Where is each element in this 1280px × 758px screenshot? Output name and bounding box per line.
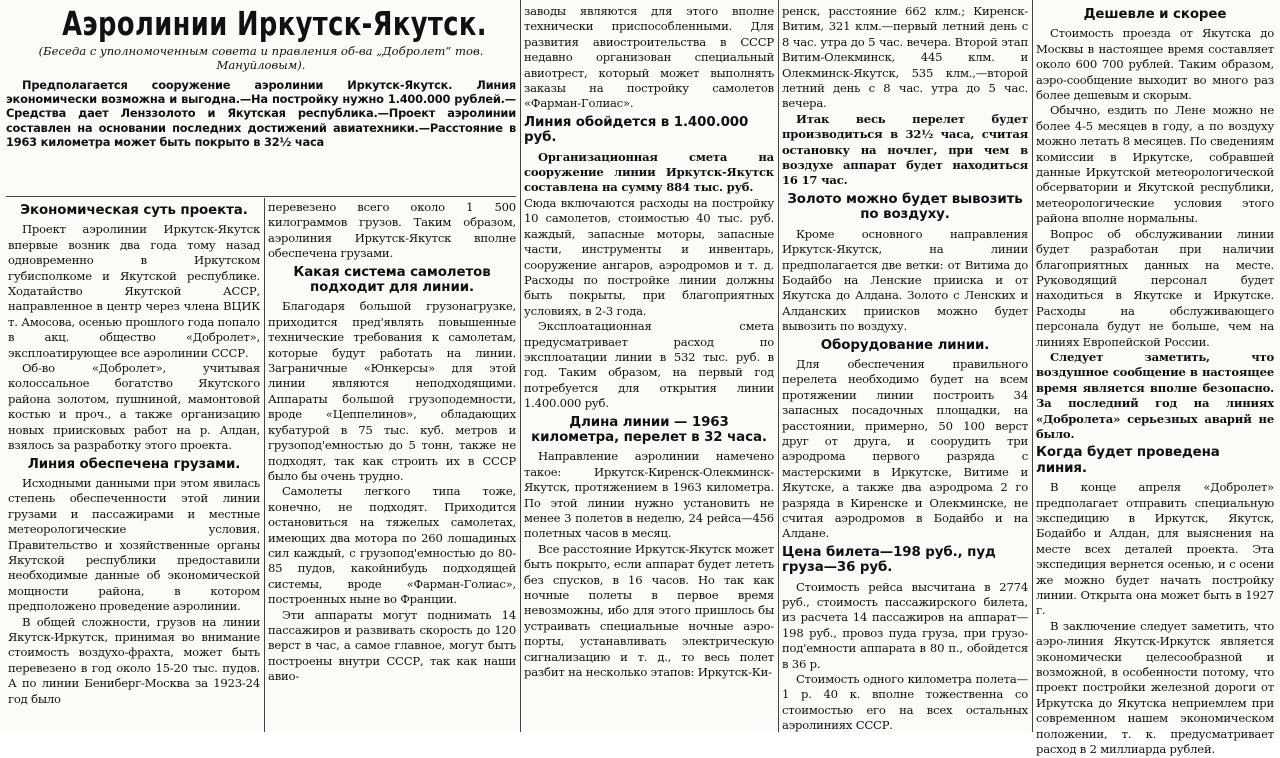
article-header [6, 4, 516, 194]
section-heading: Оборудование линии. [820, 337, 990, 353]
section-heading: Дешевле и скорее [1083, 7, 1227, 22]
headline: Аэролинии Иркутск-Якутск. [62, 4, 487, 43]
section-heading: Когда будет проведена линия. [1036, 445, 1220, 476]
section-heading: Какая система самолетов подходит для линии. [293, 264, 491, 296]
header-divider [6, 196, 516, 197]
body-paragraph: Организационная смета на сооружение линии Иркутск-Якутск составлена на сумму 884 тыс. руб. [524, 149, 774, 195]
body-paragraph: Эксплоатационная смета предусматривает расход по эксплоатации линии в 532 тыс. руб. в год. Таким образом, на первый год потребуется для открытия линии 1.400.000 руб. [524, 319, 774, 411]
body-paragraph: Направление аэролинии намечено такое: Иркутск-Киренск-Олекминск-Якутск, протяжением в 1963 километра. По этой линии нужно установить не менее 3 полетов в неделю, 24 рейса—456 полетных часов в месяц. [524, 449, 774, 541]
body-paragraph: Благодаря большой грузонагрузке, приходится пред'являть повышенные технические требования к самолетам, которые будут работать на линии. Заграничные «Юнкерсы» для этой линии являются неподходящими. Аппараты большой грузоподемности, вроде «Цеппелинов», обладающих кубатурой в 75 тыс. куб. метров и грузопод'емностью до 5 тонн, также не подходят, так как строить их в СССР было бы очень трудно. [268, 299, 516, 483]
section-heading: Линия обеспечена грузами. [27, 456, 241, 472]
section-heading: Линия обойдется в 1.400.000 руб. [524, 114, 749, 146]
body-paragraph: Эти аппараты могут поднимать 14 пассажиров и развивать скорость до 120 верст в час, а самое главное, могут быть построены внутри СССР, так как наши авио- [268, 607, 516, 684]
section-heading: Золото можно будет вывозить по воздуху. [787, 191, 1023, 223]
column-1 [8, 200, 260, 732]
column-2 [268, 200, 516, 732]
column-3 [524, 4, 774, 732]
section-heading: Цена билета—198 руб., пуд груза—36 руб. [782, 544, 996, 576]
column-rule [778, 0, 779, 732]
body-paragraph: В общей сложности, грузов на линии Якутск-Иркутск, принимая во внимание стоимость воздухо-фрахта, может быть перевезено в год около 15-20 тыс. пудов. А по линии Бениберг-Москва за 1923-24 год было [8, 614, 260, 706]
body-paragraph: Стоимость одного километра полета—1 р. 40 к. вполне тожественна со стоимостью его на всех остальных аэролиниях СССР. [782, 672, 1028, 733]
body-paragraph: Кроме основного направления Иркутск-Якутск, на линии предполагается две ветки: от Витима до Бодайбо на Ленские прииска и от Якутска до Алдана. Золото с Ленских и Алданских приисков можно будет вывозить по воздуху. [782, 226, 1028, 334]
column-5 [1036, 4, 1274, 757]
body-paragraph: ренск, расстояние 662 клм.; Киренск-Витим, 321 клм.—первый летний день с 8 час. утра до 5 час. вечера. Второй этап Витим-Олекминск, 445 клм. и Олекминск-Якутск, 535 клм.,—второй летний день с 8 час. утра до 5 час. вечера. [782, 4, 1028, 111]
column-rule [1032, 0, 1033, 732]
subtitle: (Беседа с уполномоченным совета и правления об-ва „Добролет“ тов. Мануйловым). [38, 44, 484, 72]
body-paragraph: В заключение следует заметить, что аэро-линия Якутск-Иркутск является экономически целесообразной и возможной, в особенности потому, что проект постройки железной дороги от Иркутска до Якутска неприемлем при современном нашем экономическом положении, т. к. предусматривает расход в 2 миллиарда рублей. [1036, 618, 1274, 757]
body-paragraph: Об-во «Добролет», учитывая колоссальное богатство Якутского района золотом, пушниной, мамонтовой костью и проч., а также организацию новых приисковых работ на р. Алдан, взялось за разработку этого проекта. [8, 361, 260, 453]
body-paragraph: Все расстояние Иркутск-Якутск может быть покрыто, если аппарат будет лететь без спусков, в 16 часов. Но так как ночные полеты в первое время невозможны, ибо для этого пришлось бы устраивать специальные ночные аэро-порты, устанавливать электрическую сигнализацию и т. д., то весь полет разбит на несколько этапов: Иркутск-Ки- [524, 541, 774, 680]
section-heading: Длина линии — 1963 километра, перелет в 32 часа. [531, 414, 767, 445]
body-paragraph: В конце апреля «Добролет» предполагает отправить специальную экспедицию в Иркутск, Якутск, Бодайбо и Алдан, для выяснения на месте всех деталей проекта. Эта экспедиция вернется осенью, и с осени же можно будет начать постройку линии. Открыта она может быть в 1927 г. [1036, 480, 1274, 618]
body-paragraph: перевезено всего около 1 500 килограммов грузов. Таким образом, аэролиния Иркутск-Якутск вполне обеспечена грузами. [268, 200, 516, 261]
body-paragraph: заводы являются для этого вполне технически приспособленными. Для развития авиостроительства в СССР недавно организован специальный авиотрест, который может выполнять заказы на постройку самолетов «Фарман-Голиас». [524, 4, 774, 111]
lead-paragraph: Предполагается сооружение аэролинии Иркутск-Якутск. Линия экономически возможна и выгодна.—На постройку нужно 1.400.000 рублей.—Средства дает Ленззолото и Якутская республика.—Проект аэролинии составлен на основании последних достижений авиатехники.—Расстояние в 1963 километра может быть покрыто в 32½ часа [6, 78, 516, 149]
body-paragraph: Вопрос об обслуживании линии будет разработан при наличии благоприятных данных на месте. Руководящий персонал будет находиться в Якутске и Иркутске. Расходы на обслуживающего персонала будут не больше, чем на линиях Европейской России. [1036, 226, 1274, 349]
column-rule [520, 0, 521, 732]
body-paragraph: Проект аэролинии Иркутск-Якутск впервые возник два года тому назад одновременно в Иркутском губисполкоме и Якутской республике. Ходатайство Якутской АССР, направленное в центр через члена ВЦИК т. Амосова, осенью прошлого года попало в акц. общество «Добролет», эксплоатирующее все аэролинии СССР. [8, 222, 260, 360]
body-paragraph: Для обеспечения правильного перелета необходимо будет на всем протяжении линии построить 34 запасных посадочных площадки, на расстоянии, примерно, 50 100 верст друг от друга, и соорудить три аэродрома первого разряда с мастерскими в Иркутске, Витиме и Якутске, а также два аэродрома 2 го разряда в Киренске и Олекминске, не считая аэродромов в Бодайбо и на Алдане. [782, 356, 1028, 541]
body-paragraph: Итак весь перелет будет производиться в 32½ часа, считая остановку на ночлег, при чем в воздухе аппарат будет находиться 16 17 час. [782, 111, 1028, 188]
body-paragraph: Стоимость проезда от Якутска до Москвы в настоящее время составляет около 600 700 рублей. Таким образом, аэро-сообщение выходит во много раз более дешевым и скорым. [1036, 26, 1274, 103]
section-heading: Экономическая суть проекта. [20, 203, 248, 218]
column-rule [264, 198, 265, 732]
body-paragraph: Сюда включаются расходы на постройку 10 самолетов, стоимостью 40 тыс. руб. каждый, запасные моторы, запасные части, инструменты и инвентарь, сооружение ангаров, аэродромов и т. д. Расходы по постройке линии должны быть покрыты, при благоприятных условиях, в 2-3 года. [524, 195, 774, 318]
body-paragraph: Исходными данными при этом явилась степень обеспеченности этой линии грузами и пассажирами и местные метеорологические условия. Правительство и хозяйственные органы Якутской республики предоставили необходимые данные об экономической мощности района, в котором предположено проведение аэролинии. [8, 475, 260, 614]
body-paragraph: Обычно, ездить по Лене можно не более 4-5 месяцев в году, а по воздуху можно летать 8 месяцев. По сведениям комиссии в Иркутске, собравшей данные Иркутской метеорологической обсерватории и Якутской республики, метеорологические условия этого района вполне нормальны. [1036, 103, 1274, 226]
body-paragraph: Следует заметить, что воздушное сообщение в настоящее время является вполне безопасно. За последний год на линиях «Добролета» серьезных аварий не было. [1036, 349, 1274, 441]
column-4 [782, 4, 1028, 732]
body-paragraph: Самолеты легкого типа тоже, конечно, не подходят. Приходится остановиться на тяжелых самолетах, имеющих два мотора по 260 лошадиных сил каждый, с грузопод'емностью до 80-85 пудов, какойнибудь подходящей системы, вроде «Фарман-Голиас», построенных ныне во Франции. [268, 484, 516, 607]
body-paragraph: Стоимость рейса высчитана в 2774 руб., стоимость пассажирского билета, из расчета 14 пассажиров на аппарат—198 руб., провоз пуда груза, при грузо-под'емности аппарата в 80 п., обойдется в 36 р. [782, 579, 1028, 671]
